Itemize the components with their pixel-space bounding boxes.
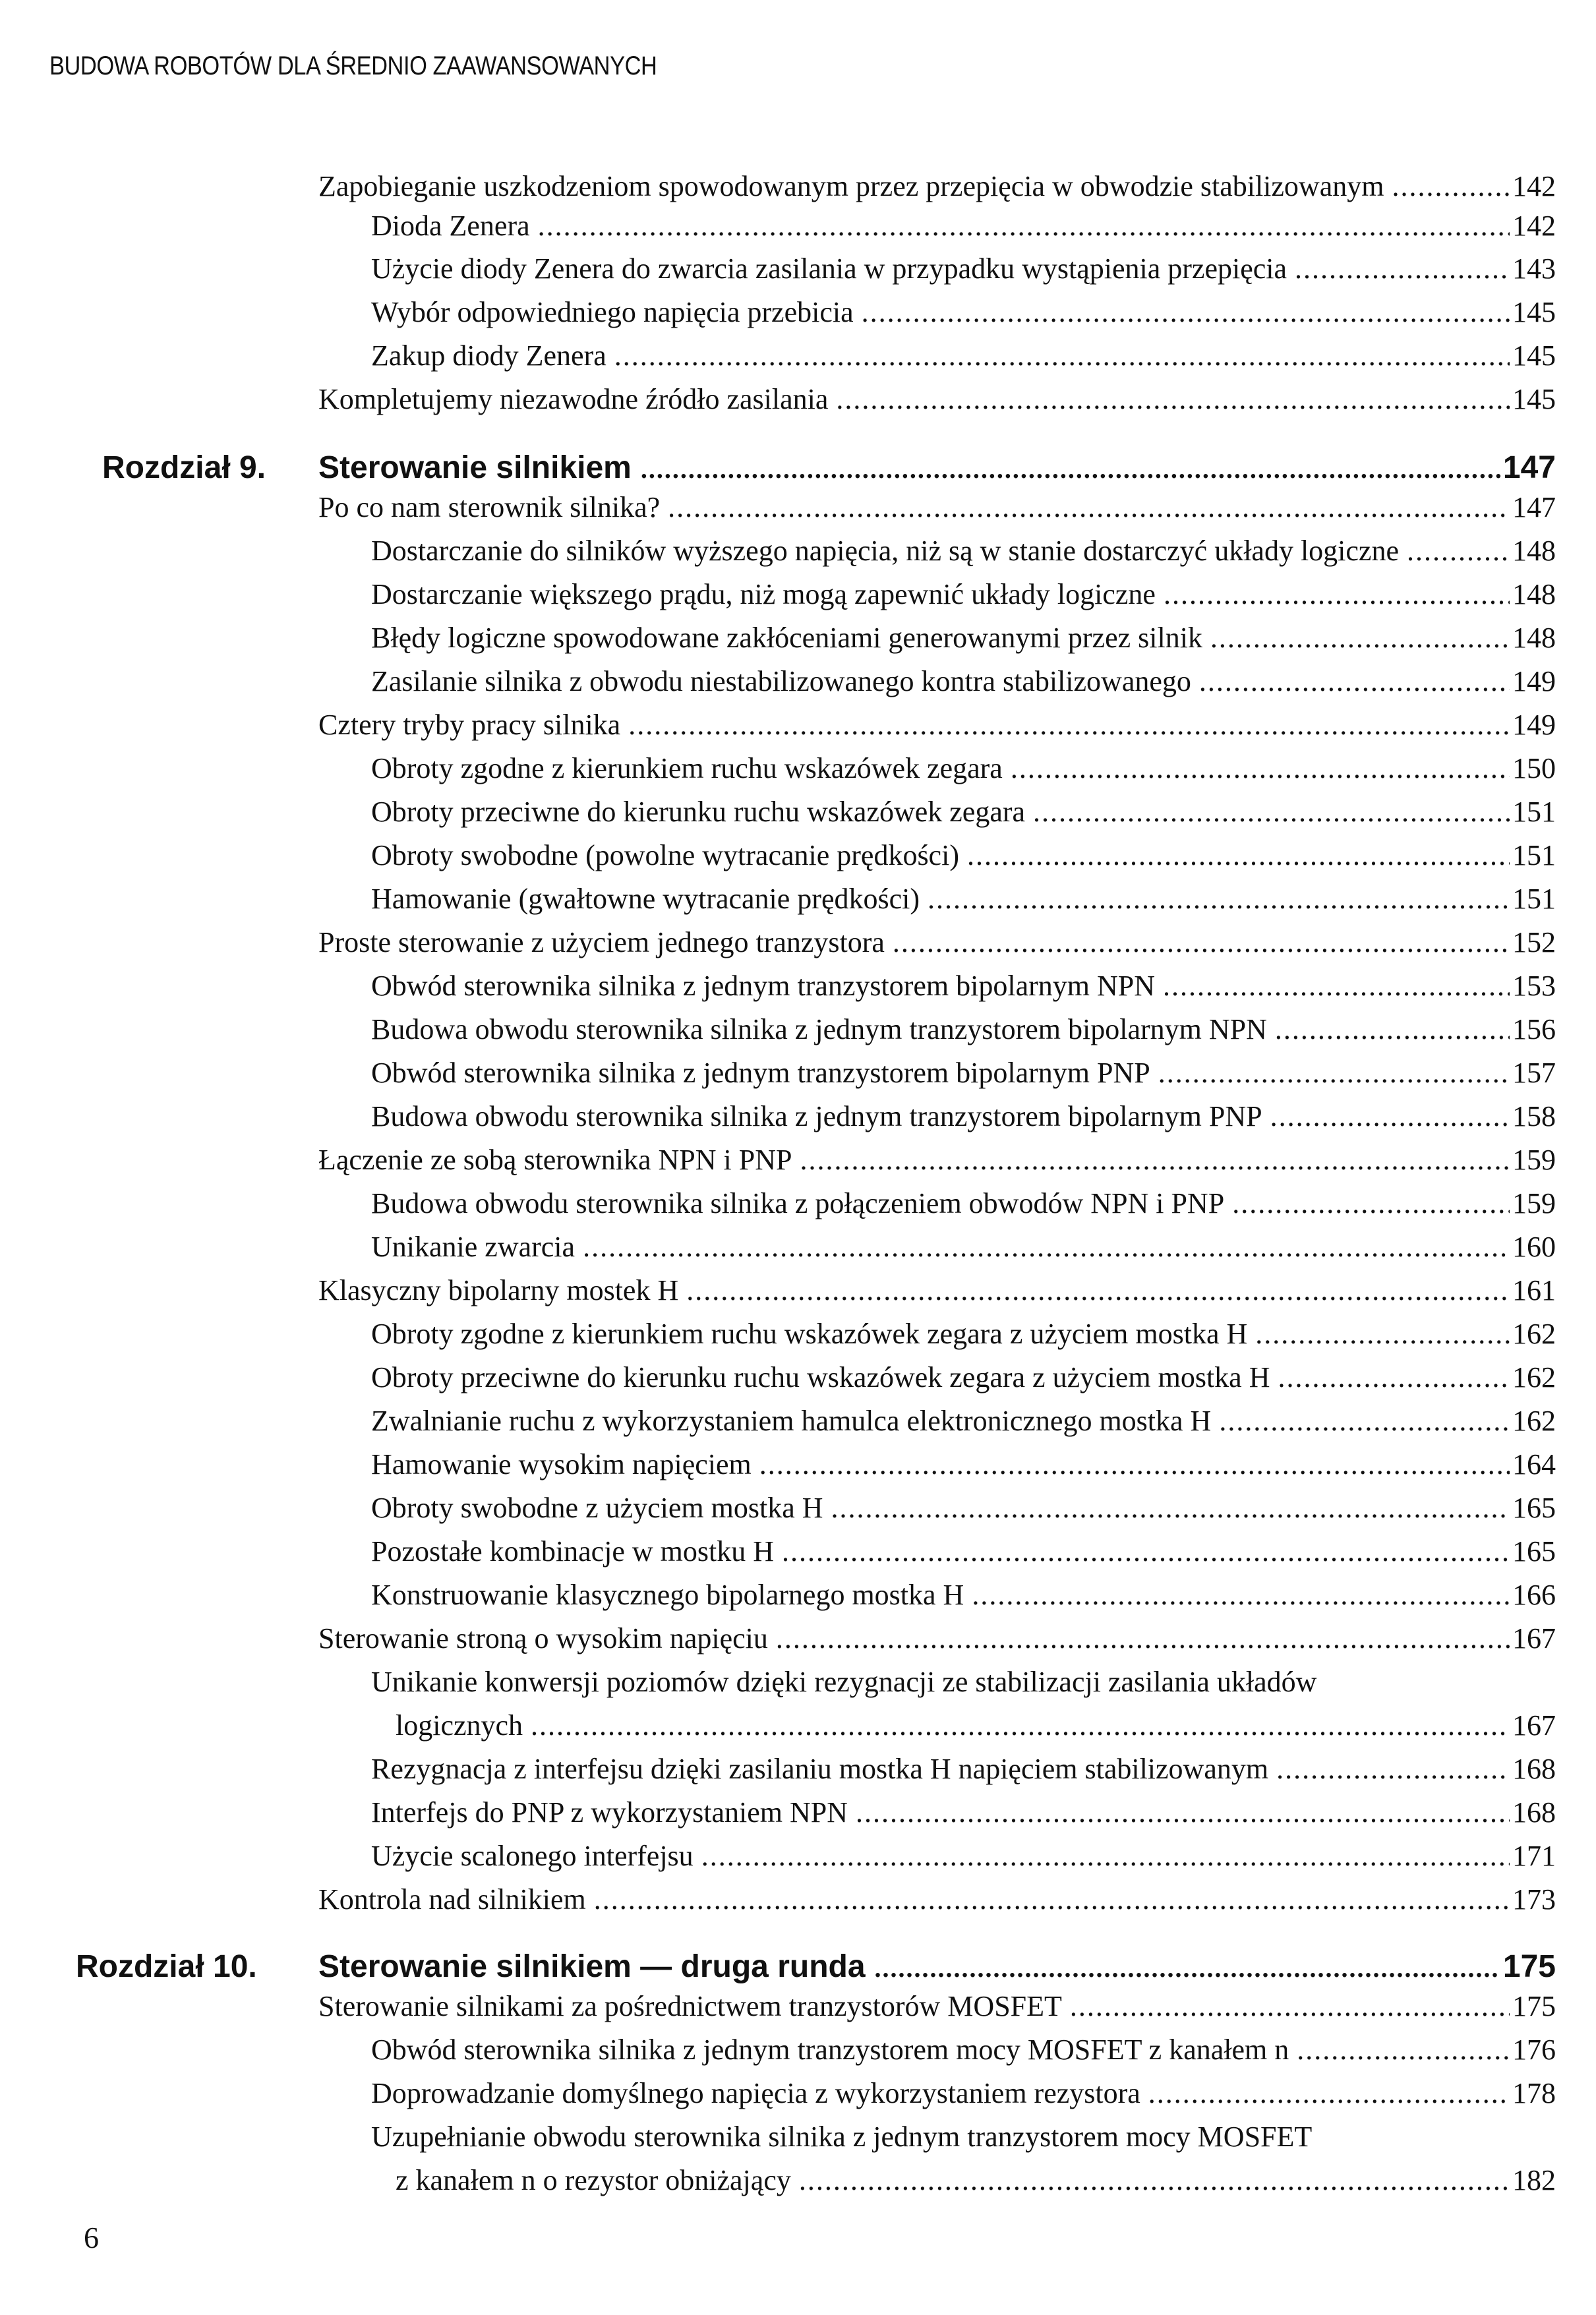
toc-entry-title: Użycie diody Zenera do zwarcia zasilania w przypadku wystąpienia przepięcia	[371, 252, 1287, 285]
toc-entry[interactable]	[371, 616, 1556, 660]
toc-entry-page: 145	[1512, 383, 1556, 415]
toc-entry-title: Budowa obwodu sterownika silnika z połączeniem obwodów NPN i PNP	[371, 1187, 1225, 1219]
toc-entry-page: 151	[1512, 883, 1556, 915]
toc-entry[interactable]	[371, 660, 1556, 703]
toc-entry-title: Unikanie konwersji poziomów dzięki rezygnacji ze stabilizacji zasilania układów	[371, 1666, 1317, 1698]
toc-entry[interactable]	[371, 204, 1556, 248]
toc-entry[interactable]	[371, 1747, 1556, 1791]
toc-entry[interactable]	[371, 877, 1556, 921]
toc-entry-page: 151	[1512, 839, 1556, 871]
toc-entry[interactable]	[371, 1530, 1556, 1573]
chapter-label: Rozdział 10.	[76, 1949, 257, 1984]
toc-entry[interactable]	[371, 2072, 1556, 2115]
toc-entry[interactable]	[318, 1269, 1556, 1312]
toc-entry-title: Klasyczny bipolarny mostek H	[318, 1274, 679, 1306]
toc-entry-page: 148	[1512, 578, 1556, 610]
toc-entry[interactable]	[371, 247, 1556, 291]
toc-entry-title: Sterowanie stroną o wysokim napięciu	[318, 1622, 768, 1655]
toc-entry-title: Budowa obwodu sterownika silnika z jednym tranzystorem bipolarnym PNP	[371, 1100, 1262, 1132]
toc-entry-page: 151	[1512, 796, 1556, 828]
dot-leader	[583, 1225, 1510, 1269]
dot-leader	[1278, 1356, 1510, 1399]
toc-entry-title: Po co nam sterownik silnika?	[318, 491, 661, 523]
toc-entry-wrapped-line-1[interactable]	[371, 1660, 1556, 1704]
toc-entry-title: Doprowadzanie domyślnego napięcia z wykorzystaniem rezystora	[371, 2077, 1140, 2109]
dot-leader	[686, 1269, 1510, 1312]
toc-entry-title: Uzupełnianie obwodu sterownika silnika z jednym tranzystorem mocy MOSFET	[371, 2121, 1313, 2153]
toc-entry[interactable]	[371, 1182, 1556, 1225]
chapter-page: 147	[1502, 450, 1556, 485]
dot-leader	[1210, 616, 1510, 660]
dot-leader	[531, 1704, 1510, 1747]
toc-entry-title: Zakup diody Zenera	[371, 339, 606, 372]
toc-entry-title: Obroty swobodne (powolne wytracanie prędkości)	[371, 839, 959, 871]
toc-entry-page: 167	[1512, 1709, 1556, 1742]
toc-entry[interactable]	[371, 1443, 1556, 1486]
dot-leader	[1297, 2028, 1510, 2072]
toc-entry[interactable]	[371, 747, 1556, 790]
chapter-title: Sterowanie silnikiem	[318, 450, 632, 485]
toc-entry-page: 156	[1512, 1013, 1556, 1045]
toc-entry-title: Obwód sterownika silnika z jednym tranzystorem bipolarnym NPN	[371, 970, 1156, 1002]
toc-entry-title: Obwód sterownika silnika z jednym tranzystorem mocy MOSFET z kanałem n	[371, 2034, 1289, 2066]
toc-entry-page: 145	[1512, 339, 1556, 372]
dot-leader	[776, 1617, 1510, 1660]
toc-entry-title: Obroty swobodne z użyciem mostka H	[371, 1492, 823, 1524]
dot-leader	[1163, 964, 1510, 1008]
toc-entry[interactable]	[371, 1834, 1556, 1878]
dot-leader	[538, 204, 1510, 248]
toc-entry[interactable]	[371, 1791, 1556, 1834]
toc-entry-page: 165	[1512, 1535, 1556, 1568]
dot-leader	[831, 1486, 1510, 1530]
running-head: BUDOWA ROBOTÓW DLA ŚREDNIO ZAAWANSOWANYCH	[49, 51, 657, 80]
toc-entry-title: Konstruowanie klasycznego bipolarnego mostka H	[371, 1579, 964, 1611]
dot-leader	[759, 1443, 1510, 1486]
dot-leader	[928, 877, 1510, 921]
toc-entry-title: Obwód sterownika silnika z jednym tranzystorem bipolarnym PNP	[371, 1057, 1150, 1089]
toc-entry-page: 165	[1512, 1492, 1556, 1524]
dot-leader	[1148, 2072, 1510, 2115]
toc-entry-page: 149	[1512, 665, 1556, 697]
toc-entry[interactable]	[371, 1312, 1556, 1356]
toc-entry[interactable]	[318, 378, 1556, 421]
toc-entry-title: Dostarczanie do silników wyższego napięcia, niż są w stanie dostarczyć układy logiczne	[371, 535, 1399, 567]
toc-entry[interactable]	[371, 1573, 1556, 1617]
toc-entry[interactable]	[371, 1486, 1556, 1530]
toc-entry-title: Zasilanie silnika z obwodu niestabilizowanego kontra stabilizowanego	[371, 665, 1191, 697]
toc-entry-title: Obroty przeciwne do kierunku ruchu wskazówek zegara	[371, 796, 1026, 828]
dot-leader	[1270, 1095, 1510, 1138]
dot-leader	[1276, 1747, 1510, 1791]
toc-entry[interactable]	[371, 834, 1556, 877]
dot-leader	[856, 1791, 1510, 1834]
toc-entry-wrapped-line-1[interactable]	[371, 2115, 1556, 2159]
toc-entry[interactable]	[371, 1008, 1556, 1051]
toc-entry-page: 162	[1512, 1405, 1556, 1437]
dot-leader	[628, 703, 1510, 747]
toc-entry[interactable]	[371, 334, 1556, 378]
toc-entry-title: Obroty zgodne z kierunkiem ruchu wskazówek zegara z użyciem mostka H	[371, 1318, 1248, 1350]
dot-leader	[893, 921, 1510, 964]
toc-entry-title: Pozostałe kombinacje w mostku H	[371, 1535, 775, 1568]
dot-leader	[701, 1834, 1510, 1878]
toc-entry[interactable]	[371, 1356, 1556, 1399]
toc-entry-page: 157	[1512, 1057, 1556, 1089]
toc-entry-page: 173	[1512, 1883, 1556, 1916]
toc-entry-title: Kompletujemy niezawodne źródło zasilania	[318, 383, 829, 415]
dot-leader	[800, 1138, 1510, 1182]
toc-entry-title-continued: logicznych	[396, 1709, 523, 1742]
toc-entry-page: 158	[1512, 1100, 1556, 1132]
toc-entry-title: Użycie scalonego interfejsu	[371, 1840, 694, 1872]
toc-entry-page: 145	[1512, 296, 1556, 328]
toc-entry-title: Kontrola nad silnikiem	[318, 1883, 586, 1916]
toc-entry-page: 147	[1512, 491, 1556, 523]
toc-entry-page: 143	[1512, 252, 1556, 285]
toc-entry-page: 162	[1512, 1361, 1556, 1393]
toc-entry-page: 159	[1512, 1187, 1556, 1219]
toc-entry[interactable]	[371, 573, 1556, 616]
dot-leader	[1232, 1182, 1510, 1225]
toc-entry-title: Cztery tryby pracy silnika	[318, 709, 621, 741]
toc-entry-page: 175	[1512, 1990, 1556, 2022]
toc-entry[interactable]	[318, 1138, 1556, 1182]
toc-entry-page: 142	[1512, 170, 1556, 202]
toc-entry-title: Dostarczanie większego prądu, niż mogą zapewnić układy logiczne	[371, 578, 1156, 610]
dot-leader	[972, 1573, 1510, 1617]
dot-leader	[1275, 1008, 1510, 1051]
toc-entry[interactable]	[371, 2028, 1556, 2072]
toc-entry[interactable]	[371, 790, 1556, 834]
dot-leader	[836, 378, 1510, 421]
toc-entry-page: 168	[1512, 1753, 1556, 1785]
toc-entry[interactable]	[318, 165, 1556, 208]
toc-entry[interactable]	[318, 1985, 1556, 2028]
dot-leader	[967, 834, 1510, 877]
toc-entry[interactable]	[371, 1399, 1556, 1443]
toc-entry-page: 150	[1512, 752, 1556, 784]
toc-entry-page: 171	[1512, 1840, 1556, 1872]
toc-entry[interactable]	[318, 486, 1556, 529]
toc-entry-title-continued: z kanałem n o rezystor obniżający	[396, 2164, 791, 2196]
chapter-page: 175	[1502, 1949, 1556, 1984]
toc-entry[interactable]	[371, 1225, 1556, 1269]
toc-entry-title: Proste sterowanie z użyciem jednego tranzystora	[318, 926, 885, 958]
toc-entry[interactable]	[318, 1878, 1556, 1921]
toc-entry-page: 160	[1512, 1231, 1556, 1263]
toc-entry-title: Obroty przeciwne do kierunku ruchu wskazówek zegara z użyciem mostka H	[371, 1361, 1270, 1393]
toc-entry-page: 152	[1512, 926, 1556, 958]
dot-leader	[1158, 1051, 1510, 1095]
dot-leader	[862, 291, 1510, 334]
toc-entry-page: 176	[1512, 2034, 1556, 2066]
dot-leader	[799, 2159, 1510, 2202]
dot-leader	[1407, 529, 1510, 573]
toc-entry[interactable]	[318, 1617, 1556, 1660]
dot-leader	[782, 1530, 1510, 1573]
page-number: 6	[84, 2221, 99, 2254]
dot-leader	[594, 1878, 1510, 1921]
toc-entry-title: Zapobieganie uszkodzeniom spowodowanym przez przepięcia w obwodzie stabilizowanym	[318, 170, 1384, 202]
toc-entry-page: 142	[1512, 210, 1556, 242]
toc-entry-title: Dioda Zenera	[371, 210, 530, 242]
toc-entry-page: 149	[1512, 709, 1556, 741]
toc-entry-page: 167	[1512, 1622, 1556, 1655]
dot-leader	[668, 486, 1510, 529]
toc-entry[interactable]	[371, 529, 1556, 573]
toc-entry[interactable]	[371, 291, 1556, 334]
dot-leader	[1164, 573, 1510, 616]
toc-entry-page: 153	[1512, 970, 1556, 1002]
toc-entry-title: Wybór odpowiedniego napięcia przebicia	[371, 296, 854, 328]
toc-entry-title: Rezygnacja z interfejsu dzięki zasilaniu mostka H napięciem stabilizowanym	[371, 1753, 1269, 1785]
toc-entry-page: 159	[1512, 1144, 1556, 1176]
toc-entry-title: Obroty zgodne z kierunkiem ruchu wskazówek zegara	[371, 752, 1003, 784]
toc-entry-title: Błędy logiczne spowodowane zakłóceniami generowanymi przez silnik	[371, 622, 1202, 654]
chapter-title: Sterowanie silnikiem — druga runda	[318, 1949, 866, 1984]
dot-leader	[1219, 1399, 1510, 1443]
dot-leader	[1295, 247, 1510, 291]
toc-entry-page: 164	[1512, 1448, 1556, 1480]
dot-leader	[1199, 660, 1510, 703]
toc-entry-wrapped-line-2[interactable]	[396, 2159, 1556, 2202]
toc-entry-page: 148	[1512, 622, 1556, 654]
toc-entry-title: Hamowanie wysokim napięciem	[371, 1448, 752, 1480]
toc-entry-title: Łączenie ze sobą sterownika NPN i PNP	[318, 1144, 792, 1176]
toc-entry-title: Interfejs do PNP z wykorzystaniem NPN	[371, 1796, 848, 1829]
toc-entry-page: 161	[1512, 1274, 1556, 1306]
dot-leader	[1392, 165, 1510, 208]
toc-entry[interactable]	[371, 1051, 1556, 1095]
dot-leader	[1033, 790, 1510, 834]
toc-entry-title: Sterowanie silnikami za pośrednictwem tranzystorów MOSFET	[318, 1990, 1062, 2022]
dot-leader	[614, 334, 1510, 378]
dot-leader	[1070, 1985, 1510, 2028]
toc-entry[interactable]	[318, 703, 1556, 747]
toc-entry-page: 148	[1512, 535, 1556, 567]
toc-entry[interactable]	[371, 964, 1556, 1008]
toc-entry-page: 178	[1512, 2077, 1556, 2109]
toc-entry-wrapped-line-2[interactable]	[396, 1704, 1556, 1747]
toc-entry-page: 166	[1512, 1579, 1556, 1611]
toc-entry-title: Unikanie zwarcia	[371, 1231, 576, 1263]
toc-entry[interactable]	[318, 921, 1556, 964]
toc-entry-page: 168	[1512, 1796, 1556, 1829]
dot-leader	[1255, 1312, 1510, 1356]
dot-leader	[1011, 747, 1510, 790]
toc-entry-page: 182	[1512, 2164, 1556, 2196]
toc-entry[interactable]	[371, 1095, 1556, 1138]
toc-entry-title: Hamowanie (gwałtowne wytracanie prędkości)	[371, 883, 920, 915]
toc-entry-title: Budowa obwodu sterownika silnika z jednym tranzystorem bipolarnym NPN	[371, 1013, 1267, 1045]
toc-entry-title: Zwalnianie ruchu z wykorzystaniem hamulca elektronicznego mostka H	[371, 1405, 1212, 1437]
toc-entry-page: 162	[1512, 1318, 1556, 1350]
chapter-label: Rozdział 9.	[102, 450, 266, 485]
